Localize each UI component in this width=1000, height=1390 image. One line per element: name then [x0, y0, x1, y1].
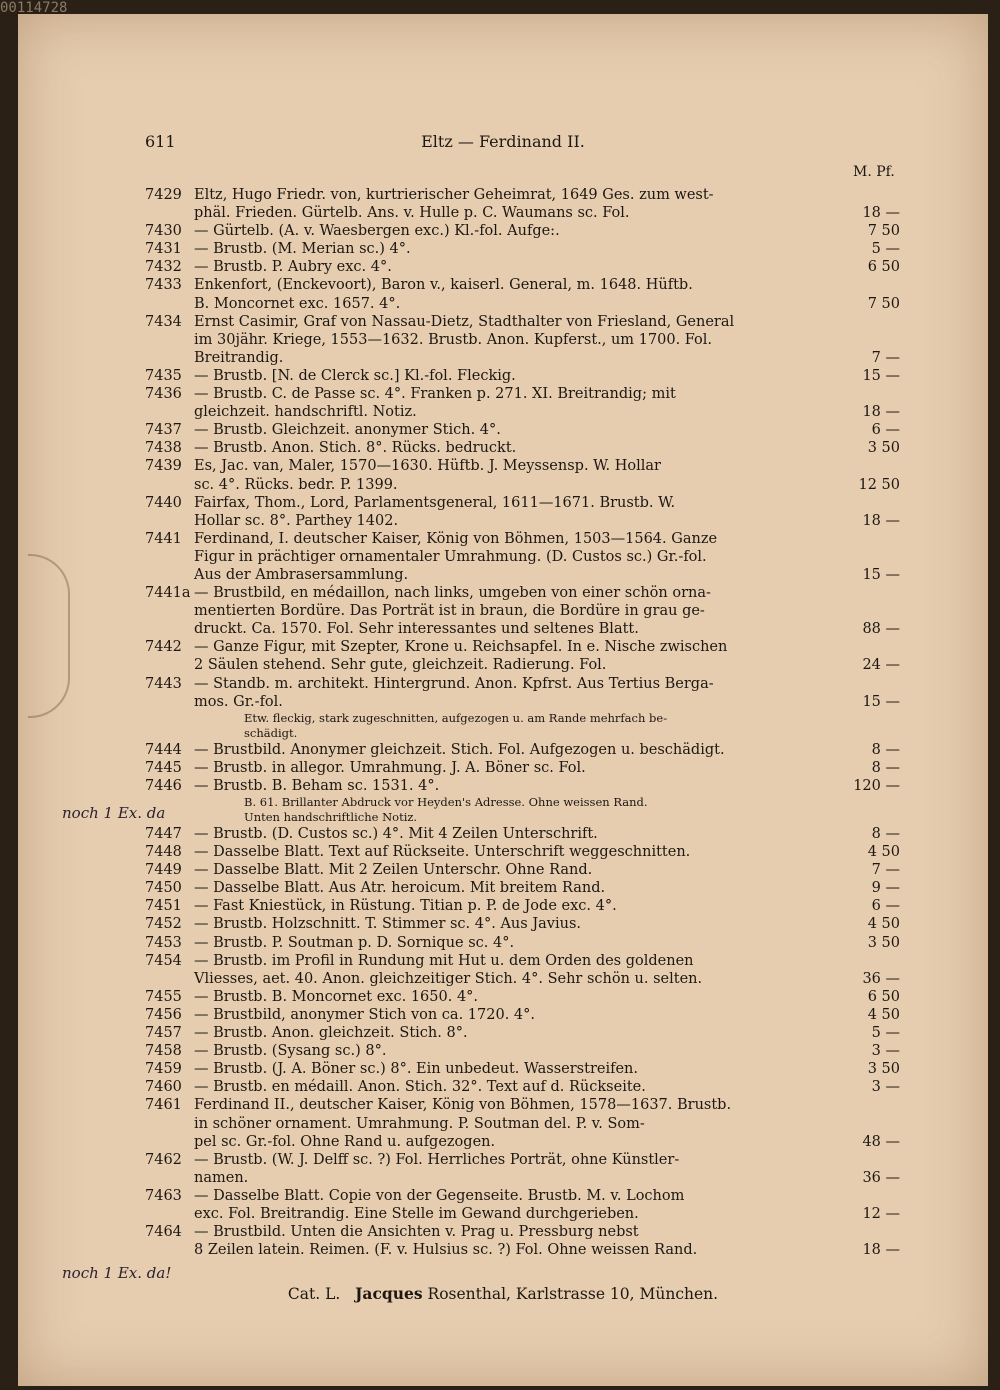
entry-text: gleichzeit. handschriftl. Notiz.	[194, 404, 417, 421]
catalog-line	[18, 897, 988, 915]
price: 24 —	[862, 657, 900, 674]
price: 7 50	[867, 223, 900, 240]
entry-text: — Brustb. in allegor. Umrahmung. J. A. Böner sc. Fol.	[194, 759, 586, 776]
catalog-line	[18, 879, 988, 897]
price: 3 50	[867, 1061, 900, 1078]
lot-number: 7442	[145, 639, 182, 656]
price: 36 —	[862, 970, 900, 987]
entry-text: Figur in prächtiger ornamentaler Umrahmung. (D. Custos sc.) Gr.-fol.	[194, 548, 707, 565]
lot-number: 7433	[145, 277, 182, 294]
lot-number: 7446	[145, 777, 182, 794]
entry-text: Breitrandig.	[194, 349, 284, 366]
catalog-line	[18, 1133, 988, 1151]
lot-number: 7441a	[145, 585, 191, 602]
catalog-line	[18, 530, 988, 548]
entry-text: 2 Säulen stehend. Sehr gute, gleichzeit. Radierung. Fol.	[194, 657, 607, 674]
catalog-line	[18, 331, 988, 349]
price: 3 50	[867, 934, 900, 951]
price: 18 —	[862, 1242, 900, 1259]
page-number: 611	[145, 132, 176, 151]
catalog-line	[18, 367, 988, 385]
price: 12 —	[862, 1205, 900, 1222]
price: 48 —	[862, 1133, 900, 1150]
price: 3 50	[867, 440, 900, 457]
entry-text: — Brustb. (W. J. Delff sc. ?) Fol. Herrliches Porträt, ohne Künstler-	[194, 1151, 680, 1168]
entry-text: — Dasselbe Blatt. Aus Atr. heroicum. Mit breitem Rand.	[194, 880, 606, 897]
price: 88 —	[862, 621, 900, 638]
entry-text: schädigt.	[244, 725, 298, 740]
catalog-line	[18, 952, 988, 970]
entry-text: Aus der Ambrasersammlung.	[194, 566, 409, 583]
price: 4 50	[867, 844, 900, 861]
entry-text: Enkenfort, (Enckevoort), Baron v., kaiserl. General, m. 1648. Hüftb.	[194, 277, 693, 294]
catalog-line	[18, 638, 988, 656]
catalog-line	[18, 620, 988, 638]
price: 8 —	[871, 826, 900, 842]
catalog-line	[18, 439, 988, 457]
lot-number: 7464	[145, 1224, 182, 1241]
catalog-line	[18, 512, 988, 530]
lot-number: 7463	[145, 1187, 182, 1204]
catalog-line	[18, 825, 988, 843]
catalog-page	[18, 14, 988, 1386]
catalog-line	[18, 421, 988, 439]
entry-text: — Brustb. B. Beham sc. 1531. 4°.	[194, 777, 440, 794]
lot-number: 7441	[145, 530, 182, 547]
catalog-line	[18, 1060, 988, 1078]
entry-text: in schöner ornament. Umrahmung. P. Soutman del. P. v. Som-	[194, 1115, 645, 1132]
lot-number: 7450	[145, 880, 182, 897]
entry-text: — Brustb. (M. Merian sc.) 4°.	[194, 241, 411, 258]
page-header	[18, 132, 988, 156]
entry-text: — Brustb. Holzschnitt. T. Stimmer sc. 4°. Aus Javius.	[194, 916, 581, 933]
price: 4 50	[867, 916, 900, 933]
entry-text: Fairfax, Thom., Lord, Parlamentsgeneral, 1611—1671. Brustb. W.	[194, 494, 676, 511]
entry-text: sc. 4°. Rücks. bedr. P. 1399.	[194, 476, 398, 493]
price: 4 50	[867, 1006, 900, 1023]
lot-number: 7456	[145, 1006, 182, 1023]
entry-text: — Fast Kniestück, in Rüstung. Titian p. P. de Jode exc. 4°.	[194, 898, 617, 915]
entry-text: Es, Jac. van, Maler, 1570—1630. Hüftb. J. Meyssensp. W. Hollar	[194, 458, 661, 475]
lot-number: 7444	[145, 741, 182, 758]
catalog-line	[18, 726, 988, 741]
entry-text: im 30jähr. Kriege, 1553—1632. Brustb. Anon. Kupferst., um 1700. Fol.	[194, 331, 713, 348]
catalog-line	[18, 843, 988, 861]
catalog-footer	[18, 1284, 988, 1303]
catalog-line	[18, 1187, 988, 1205]
price: 18 —	[862, 512, 900, 529]
entry-text: — Brustb. Anon. Stich. 8°. Rücks. bedruckt.	[194, 440, 517, 457]
catalog-line	[18, 1006, 988, 1024]
entry-text: — Ganze Figur, mit Szepter, Krone u. Reichsapfel. In e. Nische zwischen	[194, 639, 728, 656]
catalog-line	[18, 403, 988, 421]
catalog-line	[18, 186, 988, 204]
catalog-line	[18, 934, 988, 952]
catalog-entries	[18, 186, 988, 1259]
price-column-head: M. Pf.	[853, 164, 895, 180]
pencil-note: noch 1 Ex. da!	[62, 1264, 172, 1282]
catalog-line	[18, 741, 988, 759]
entry-text: Eltz, Hugo Friedr. von, kurtrierischer Geheimrat, 1649 Ges. zum west-	[194, 187, 714, 203]
price: 6 50	[867, 988, 900, 1005]
price: 18 —	[862, 404, 900, 421]
price: 6 —	[871, 898, 900, 915]
catalog-line	[18, 675, 988, 693]
lot-number: 7449	[145, 862, 182, 879]
entry-text: pel sc. Gr.-fol. Ohne Rand u. aufgezogen.	[194, 1133, 496, 1150]
running-head: Eltz — Ferdinand II.	[421, 132, 585, 151]
entry-text: — Brustb. B. Moncornet exc. 1650. 4°.	[194, 988, 479, 1005]
lot-number: 7437	[145, 422, 182, 439]
price: 3 —	[871, 1043, 900, 1060]
lot-number: 7462	[145, 1151, 182, 1168]
catalog-line	[18, 494, 988, 512]
catalog-line	[18, 759, 988, 777]
entry-text: — Brustb. (Sysang sc.) 8°.	[194, 1043, 387, 1060]
entry-text: Etw. fleckig, stark zugeschnitten, aufgezogen u. am Rande mehrfach be-	[244, 710, 668, 725]
archive-id: 00114728	[0, 0, 68, 16]
lot-number: 7461	[145, 1097, 182, 1114]
catalog-line	[18, 1169, 988, 1187]
entry-text: — Standb. m. architekt. Hintergrund. Anon. Kpfrst. Aus Tertius Berga-	[194, 675, 714, 692]
lot-number: 7453	[145, 934, 182, 951]
catalog-line	[18, 313, 988, 331]
price: 6 50	[867, 259, 900, 276]
price: 18 —	[862, 205, 900, 222]
catalog-line	[18, 222, 988, 240]
entry-text: — Dasselbe Blatt. Text auf Rückseite. Unterschrift weggeschnitten.	[194, 844, 691, 861]
catalog-line	[18, 1115, 988, 1133]
lot-number: 7457	[145, 1025, 182, 1042]
entry-text: — Brustbild, en médaillon, nach links, umgeben von einer schön orna-	[194, 585, 711, 602]
catalog-line	[18, 988, 988, 1006]
lot-number: 7429	[145, 187, 182, 203]
entry-text: — Brustb. P. Soutman p. D. Sornique sc. 4°.	[194, 934, 515, 951]
catalog-line	[18, 295, 988, 313]
lot-number: 7458	[145, 1043, 182, 1060]
lot-number: 7445	[145, 759, 182, 776]
catalog-line	[18, 777, 988, 795]
lot-number: 7440	[145, 494, 182, 511]
entry-text: namen.	[194, 1169, 249, 1186]
catalog-line	[18, 258, 988, 276]
lot-number: 7455	[145, 988, 182, 1005]
lot-number: 7430	[145, 223, 182, 240]
catalog-line	[18, 1223, 988, 1241]
price: 12 50	[858, 476, 900, 493]
entry-text: Ferdinand II., deutscher Kaiser, König von Böhmen, 1578—1637. Brustb.	[194, 1097, 732, 1114]
catalog-line	[18, 693, 988, 711]
entry-text: — Brustb. (J. A. Böner sc.) 8°. Ein unbedeut. Wasserstreifen.	[194, 1061, 638, 1078]
lot-number: 7443	[145, 675, 182, 692]
entry-text: mos. Gr.-fol.	[194, 693, 283, 710]
lot-number: 7452	[145, 916, 182, 933]
catalog-line	[18, 1205, 988, 1223]
entry-text: — Brustb. C. de Passe sc. 4°. Franken p. 271. XI. Breitrandig; mit	[194, 386, 676, 403]
entry-text: Vliesses, aet. 40. Anon. gleichzeitiger Stich. 4°. Sehr schön u. selten.	[194, 970, 703, 987]
entry-text: mentierten Bordüre. Das Porträt ist in braun, die Bordüre in grau ge-	[194, 603, 705, 620]
lot-number: 7454	[145, 952, 182, 969]
entry-text: Unten handschriftliche Notiz.	[244, 810, 418, 824]
footer-rest: Rosenthal, Karlstrasse 10, München.	[427, 1285, 719, 1303]
pencil-note: noch 1 Ex. da	[62, 804, 166, 822]
catalog-line	[18, 1042, 988, 1060]
catalog-line	[18, 1024, 988, 1042]
lot-number: 7432	[145, 259, 182, 276]
catalog-line	[18, 548, 988, 566]
entry-text: — Brustb. Gleichzeit. anonymer Stich. 4°.	[194, 422, 501, 439]
price: 15 —	[862, 566, 900, 583]
lot-number: 7436	[145, 386, 182, 403]
catalog-line	[18, 276, 988, 294]
price: 36 —	[862, 1169, 900, 1186]
catalog-line	[18, 1078, 988, 1096]
catalog-line	[18, 240, 988, 258]
catalog-line	[18, 602, 988, 620]
entry-text: Ferdinand, I. deutscher Kaiser, König von Böhmen, 1503—1564. Ganze	[194, 530, 718, 547]
catalog-line	[18, 1151, 988, 1169]
entry-text: — Brustb. im Profil in Rundung mit Hut u. dem Orden des goldenen	[194, 952, 694, 969]
catalog-line	[18, 711, 988, 726]
lot-number: 7448	[145, 844, 182, 861]
entry-text: — Brustbild. Unten die Ansichten v. Prag u. Pressburg nebst	[194, 1224, 639, 1241]
price: 8 —	[871, 741, 900, 758]
price: 5 —	[871, 241, 900, 258]
entry-text: Hollar sc. 8°. Parthey 1402.	[194, 512, 399, 529]
catalog-line	[18, 915, 988, 933]
entry-text: — Dasselbe Blatt. Mit 2 Zeilen Unterschr. Ohne Rand.	[194, 862, 593, 879]
price: 7 —	[871, 862, 900, 879]
price: 7 50	[867, 295, 900, 312]
catalog-line	[18, 1241, 988, 1259]
catalog-line	[18, 861, 988, 879]
lot-number: 7439	[145, 458, 182, 475]
catalog-line	[18, 385, 988, 403]
price: 120 —	[853, 777, 900, 794]
entry-text: B. Moncornet exc. 1657. 4°.	[194, 295, 401, 312]
lot-number: 7459	[145, 1061, 182, 1078]
catalog-line	[18, 457, 988, 475]
entry-text: druckt. Ca. 1570. Fol. Sehr interessantes und seltenes Blatt.	[194, 621, 639, 638]
entry-text: — Brustb. Anon. gleichzeit. Stich. 8°.	[194, 1025, 468, 1042]
entry-text: exc. Fol. Breitrandig. Eine Stelle im Gewand durchgerieben.	[194, 1205, 639, 1222]
price: 6 —	[871, 422, 900, 439]
footer-prefix: Cat. L.	[287, 1285, 341, 1303]
price: 3 —	[871, 1079, 900, 1096]
lot-number: 7460	[145, 1079, 182, 1096]
price: 15 —	[862, 693, 900, 710]
entry-text: — Dasselbe Blatt. Copie von der Gegenseite. Brustb. M. v. Lochom	[194, 1187, 685, 1204]
footer-name: Jacques	[355, 1284, 423, 1303]
catalog-line	[18, 476, 988, 494]
lot-number: 7438	[145, 440, 182, 457]
catalog-line	[18, 584, 988, 602]
price: 7 —	[871, 349, 900, 366]
entry-text: — Brustb. [N. de Clerck sc.] Kl.-fol. Fleckig.	[194, 367, 516, 384]
entry-text: — Brustb. en médaill. Anon. Stich. 32°. Text auf d. Rückseite.	[194, 1079, 646, 1096]
entry-text: — Brustbild, anonymer Stich von ca. 1720. 4°.	[194, 1006, 535, 1023]
entry-text: — Gürtelb. (A. v. Waesbergen exc.) Kl.-fol. Aufge:.	[194, 223, 560, 240]
entry-text: B. 61. Brillanter Abdruck vor Heyden's Adresse. Ohne weissen Rand.	[244, 795, 648, 809]
entry-text: phäl. Frieden. Gürtelb. Ans. v. Hulle p. C. Waumans sc. Fol.	[194, 205, 630, 222]
lot-number: 7431	[145, 241, 182, 258]
catalog-line	[18, 1096, 988, 1114]
price: 9 —	[871, 880, 900, 897]
price: 8 —	[871, 759, 900, 776]
catalog-line	[18, 349, 988, 367]
price: 5 —	[871, 1025, 900, 1042]
catalog-line	[18, 970, 988, 988]
entry-text: — Brustbild. Anonymer gleichzeit. Stich. Fol. Aufgezogen u. beschädigt.	[194, 741, 725, 758]
lot-number: 7447	[145, 826, 182, 842]
lot-number: 7435	[145, 367, 182, 384]
entry-text: — Brustb. P. Aubry exc. 4°.	[194, 259, 392, 276]
catalog-line	[18, 204, 988, 222]
price: 15 —	[862, 367, 900, 384]
catalog-line	[18, 656, 988, 674]
entry-text: — Brustb. (D. Custos sc.) 4°. Mit 4 Zeilen Unterschrift.	[194, 826, 598, 842]
lot-number: 7451	[145, 898, 182, 915]
entry-text: 8 Zeilen latein. Reimen. (F. v. Hulsius sc. ?) Fol. Ohne weissen Rand.	[194, 1242, 698, 1259]
entry-text: Ernst Casimir, Graf von Nassau-Dietz, Stadthalter von Friesland, General	[194, 313, 735, 330]
catalog-line	[18, 566, 988, 584]
lot-number: 7434	[145, 313, 182, 330]
